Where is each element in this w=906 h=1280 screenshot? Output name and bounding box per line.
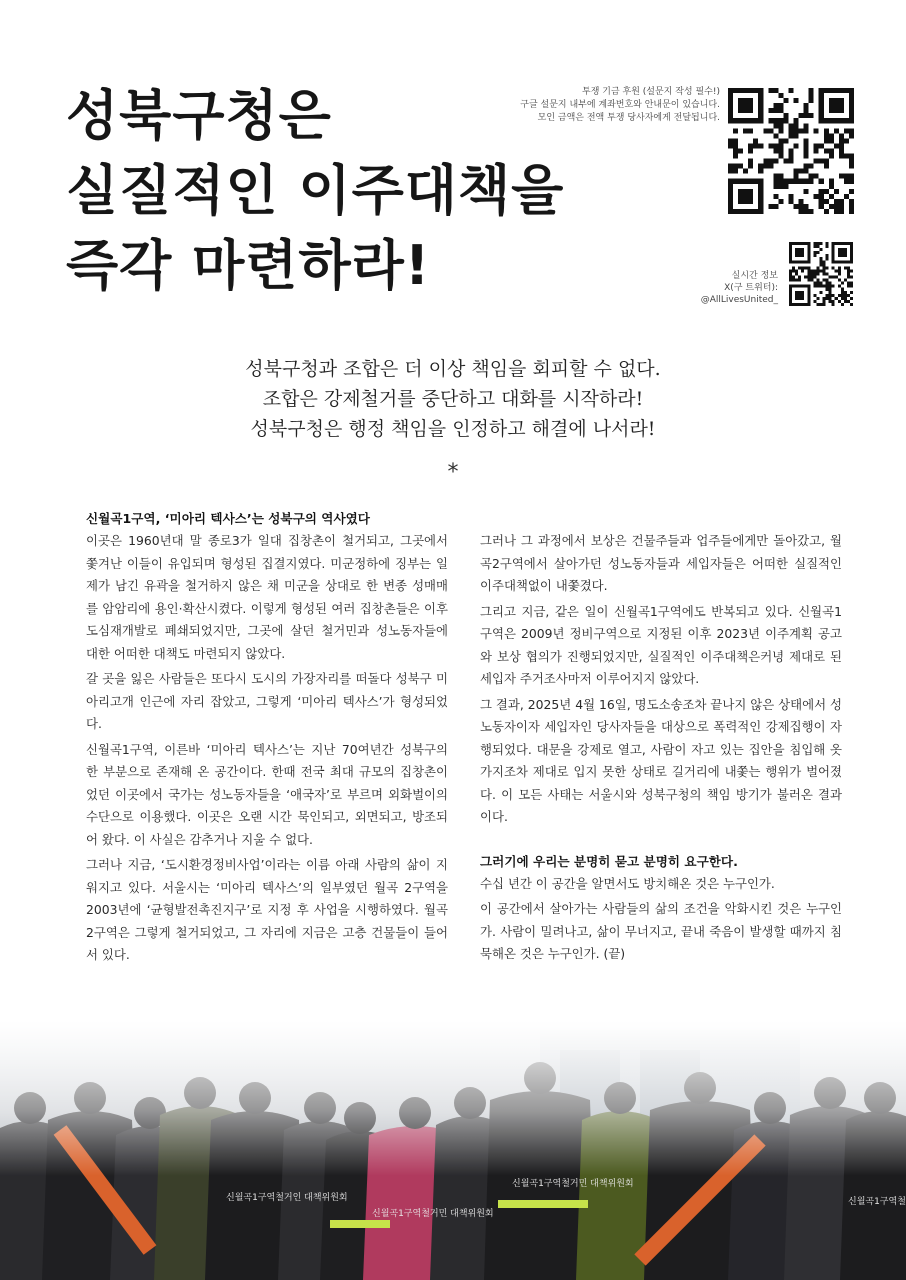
section-heading: 신월곡1구역, ‘미아리 텍사스’는 성북구의 역사였다 bbox=[86, 511, 370, 526]
donation-qr-code[interactable] bbox=[728, 88, 854, 214]
paragraph: 신월곡1구역, 이른바 ‘미아리 텍사스’는 지난 70여년간 성북구의 한 부분으로 존재해 온 공간이다. 한때 전국 최대 규모의 집창촌이었던 이곳에서 국가는 성노동자들을 ‘애국자’로 부르며 외화벌이의 수단으로 이용했다. 이곳은 오랜 시간 묵인되고, 외면되고, 방조되어 왔다. 이 사실은 감추거나 지울 수 없다. bbox=[86, 741, 448, 847]
title-line-2: 실질적인 이주대책을 bbox=[66, 159, 565, 222]
twitter-handle: @AllLivesUnited_ bbox=[700, 295, 778, 305]
subheadline-1: 성북구청과 조합은 더 이상 책임을 회피할 수 없다. bbox=[245, 358, 661, 380]
donation-line-1: 투쟁 기금 후원 (설문지 작성 필수!) bbox=[582, 87, 720, 97]
subheadline-3: 성북구청은 행정 책임을 인정하고 해결에 나서라! bbox=[250, 418, 656, 440]
paragraph: 이곳은 1960년대 말 종로3가 일대 집창촌이 철거되고, 그곳에서 쫓겨난 이들이 유입되며 형성된 집결지였다. 미군정하에 징부는 일제가 남긴 유곽을 철거하지 않은 채 미군을 상대로 한 변종 성매매를 암암리에 용인·확산시켰다. 이렇게 형성된 여러 집창촌들은 이후 도심재개발로 폐쇄되었지만, 그곳에 살던 철거민과 성노동자들에 대한 어떠한 대책도 마련되지 않았다. bbox=[86, 533, 448, 661]
title-line-1: 성북구청은 bbox=[66, 84, 332, 147]
subheadlines bbox=[0, 354, 906, 444]
paragraph: 수십 년간 이 공간을 알면서도 방치해온 것은 누구인가. bbox=[480, 875, 775, 891]
donation-line-2: 구글 설문지 내부에 계좌번호와 안내문이 있습니다. bbox=[520, 100, 720, 110]
protest-photo bbox=[0, 1020, 906, 1280]
left-column bbox=[86, 508, 448, 970]
paragraph: 갈 곳을 잃은 사람들은 또다시 도시의 가장자리를 떠돌다 성북구 미아리고개 인근에 자리 잡았고, 그렇게 ‘미아리 텍사스’가 형성되었다. bbox=[86, 671, 448, 731]
title-line-3: 즉각 마련하라! bbox=[66, 234, 431, 297]
subheadline-2: 조합은 강제철거를 중단하고 대화를 시작하라! bbox=[262, 388, 644, 410]
realtime-line-1: 실시간 정보 bbox=[731, 271, 778, 281]
paragraph: 그리고 지금, 같은 일이 신월곡1구역에도 반복되고 있다. 신월곡1구역은 2009년 정비구역으로 지정된 이후 2023년 이주계획 공고와 보상 협의가 진행되었지만, 실질적인 이주대책은커녕 제대로 된 세입자 주거조사마저 이루어지지 않았다. bbox=[480, 603, 842, 686]
divider-asterisk: * bbox=[447, 460, 459, 485]
realtime-line-2: X(구 트위터): bbox=[724, 283, 778, 293]
demand-heading: 그러기에 우리는 분명히 묻고 분명히 요구한다. bbox=[480, 853, 738, 869]
donation-line-3: 모인 금액은 전액 투쟁 당사자에게 전달됩니다. bbox=[537, 113, 720, 123]
donation-notice bbox=[460, 86, 720, 125]
realtime-info bbox=[638, 270, 778, 306]
twitter-qr-code[interactable] bbox=[789, 242, 853, 306]
paragraph: 이 공간에서 살아가는 사람들의 삶의 조건을 악화시킨 것은 누구인가. 사람이 밀려나고, 삶이 무너지고, 끝내 죽음이 발생할 때까지 침묵해온 것은 누구인가. (끝) bbox=[480, 901, 842, 961]
paragraph: 그러나 지금, ‘도시환경정비사업’이라는 이름 아래 사람의 삶이 지워지고 있다. 서울시는 ‘미아리 텍사스’의 일부였던 월곡 2구역을 2003년에 ‘균형발전촉진지구’로 지정 후 사업을 시행하였다. 월곡 2구역은 그렇게 철거되었고, 그 자리에 지금은 고층 건물들이 들어서 있다. bbox=[86, 857, 448, 962]
right-column bbox=[480, 530, 842, 969]
paragraph: 그러나 그 과정에서 보상은 건물주들과 업주들에게만 돌아갔고, 월곡2구역에서 살아가던 성노동자들과 세입자들은 어떠한 실질적인 이주대책없이 내쫓겼다. bbox=[480, 533, 842, 593]
paragraph: 그 결과, 2025년 4월 16일, 명도소송조차 끝나지 않은 상태에서 성노동자이자 세입자인 당사자들을 대상으로 폭력적인 강제집행이 자행되었다. 대문을 강제로 열고, 사람이 자고 있는 집안을 침입해 옷가지조차 제대로 입지 못한 상태로 길거리에 내쫓는 행위가 벌어졌다. 이 모든 사태는 서울시와 성북구청의 책임 방기가 불러온 결과이다. bbox=[480, 696, 842, 824]
